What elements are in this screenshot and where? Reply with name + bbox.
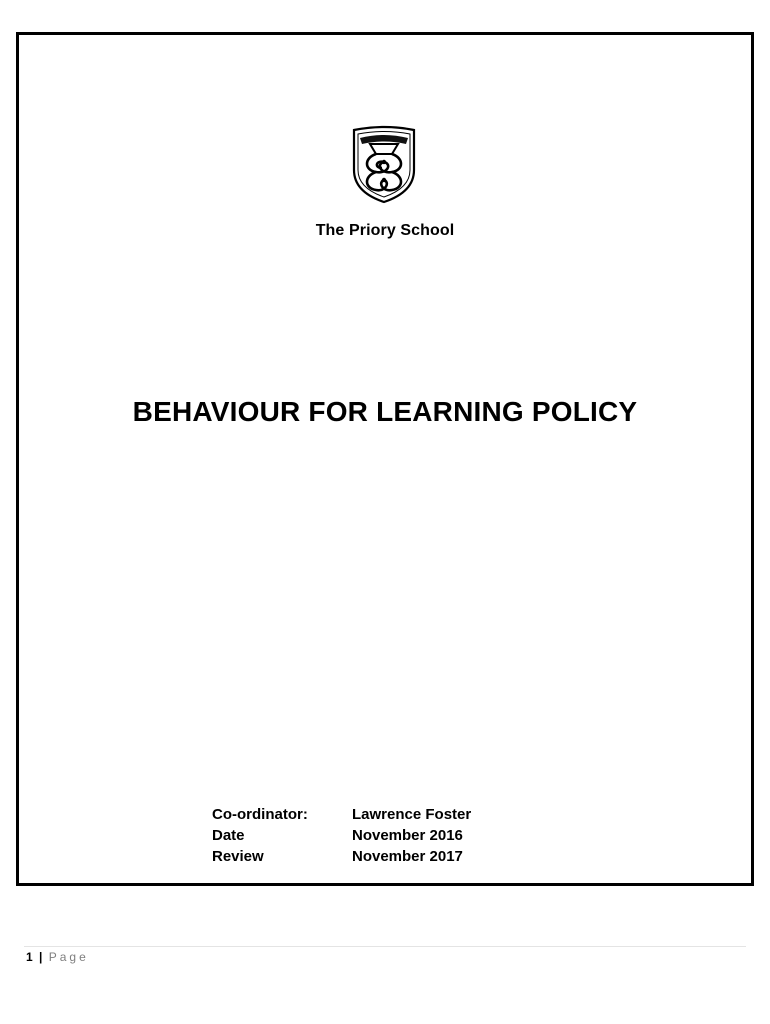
date-row: [212, 825, 471, 846]
coordinator-label: Co-ordinator:: [212, 806, 308, 823]
page-separator: |: [39, 950, 43, 964]
coordinator-row: [212, 804, 471, 825]
review-value: November 2017: [352, 848, 463, 865]
review-label: Review: [212, 848, 264, 865]
footer-divider: [24, 946, 746, 947]
school-name: The Priory School: [315, 222, 455, 239]
coordinator-value: Lawrence Foster: [352, 806, 472, 823]
date-label: Date: [212, 827, 245, 844]
date-value: November 2016: [352, 827, 463, 844]
policy-title: BEHAVIOUR FOR LEARNING POLICY: [132, 396, 638, 427]
document-details: [212, 804, 471, 867]
review-row: [212, 846, 471, 867]
page-label: Page: [48, 950, 89, 964]
school-crest-icon: [352, 124, 416, 204]
page-footer: [26, 950, 89, 964]
page-number: 1: [26, 950, 33, 964]
